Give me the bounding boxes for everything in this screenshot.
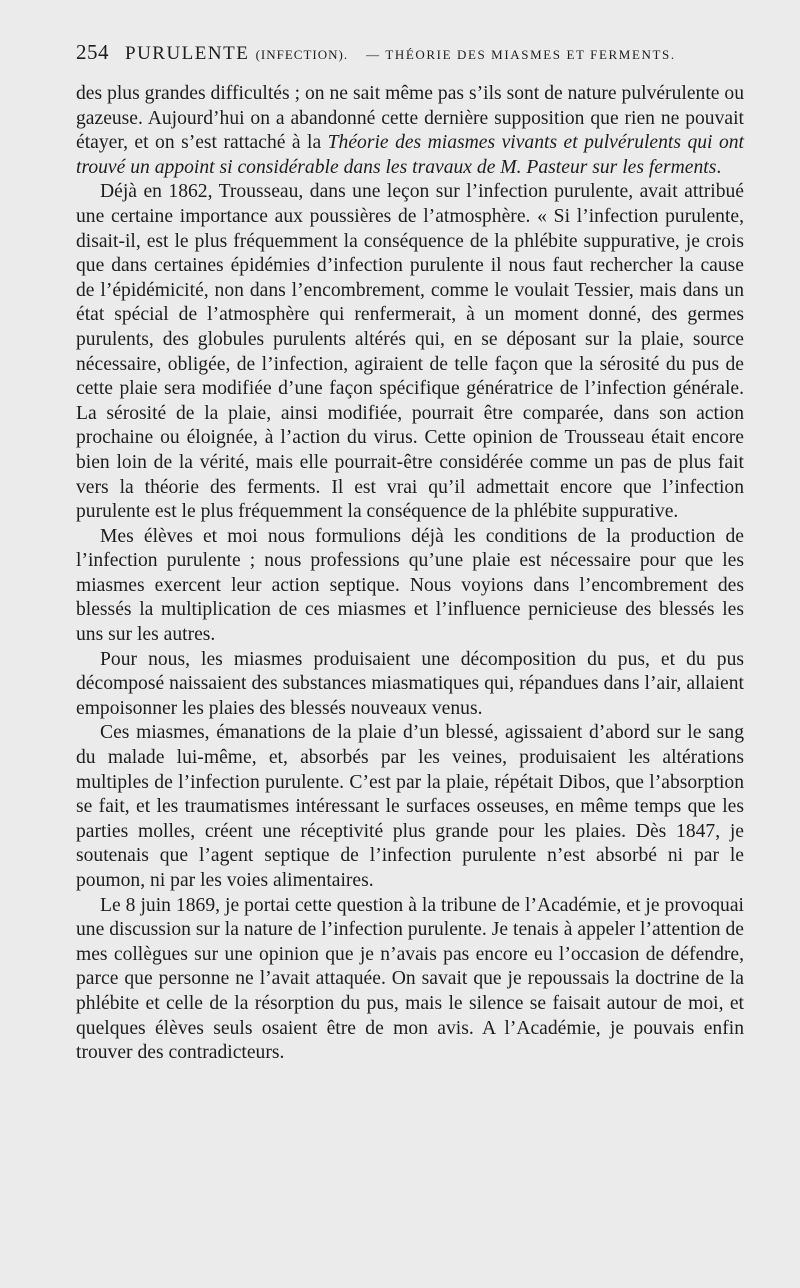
paragraph-1 — [76, 82, 744, 180]
paragraph-6: Le 8 juin 1869, je portai cette question à la tribune de l’Académie, et je provoquai une discussion sur la nature de l’infection purulente. Je tenais à appeler l’attention de mes collègues sur une opinion que je n’avais pas encore eu l’occasion de défendre, parce que personne ne l’avait attaquée. On savait que je repoussais la doctrine de la phlébite et celle de la résorption du pus, mais le silence se faisait autour de moi, et quelques élèves seuls osaient être de mon avis. A l’Académie, je pouvais enfin trouver des contradicteurs. — [76, 894, 744, 1064]
running-subtitle-text: THÉORIE DES MIASMES ET FERMENTS. — [385, 47, 676, 62]
running-subtitle — [366, 47, 676, 63]
running-title — [125, 43, 348, 65]
paragraph-5: Ces miasmes, émanations de la plaie d’un blessé, agissaient d’abord sur le sang du malade lui-même, et, absorbés par les veines, produisaient les altérations multiples de l’infection purulente. C’est par la plaie, répétait Dibos, que l’absorption se fait, et les traumatismes intéressant le surfaces osseuses, en même temps que les parties molles, créent une réceptivité plus grande pour les plaies. Dès 1847, je soutenais que l’agent septique de l’infection purulente n’est absorbé ni par le poumon, ni par les voies alimentaires. — [76, 722, 744, 891]
paragraph-1-text: des plus grandes difficultés ; on ne sait même pas s’ils sont de nature pulvérulente ou gazeuse. Aujourd’hui on a abandonné cette dernière supposition que rien ne pouvait étayer, et on s’est rattaché à la — [76, 83, 744, 154]
running-title-paren: (INFECTION). — [255, 47, 349, 62]
page-number: 254 — [76, 40, 109, 64]
paragraph-1-end: . — [716, 156, 722, 178]
paragraph-4: Pour nous, les miasmes produisaient une décomposition du pus, et du pus décomposé naissaient des substances miasmatiques qui, répandues dans l’air, allaient empoisonner les plaies des blessés nouveaux venus. — [76, 648, 744, 719]
running-dash: — — [366, 47, 381, 62]
running-title-main: PURULENTE — [125, 43, 250, 64]
body-text — [76, 82, 744, 1066]
running-head — [76, 40, 744, 76]
paragraph-3: Mes élèves et moi nous formulions déjà les conditions de la production de l’infection purulente ; nous professions qu’une plaie est nécessaire pour que les miasmes exercent leur action septique. Nous voyions dans l’encombrement des blessés la multiplication de ces miasmes et l’influence pernicieuse des blessés les uns sur les autres. — [76, 525, 744, 646]
paragraph-2: Déjà en 1862, Trousseau, dans une leçon sur l’infection purulente, avait attribué une certaine importance aux poussières de l’atmosphère. « Si l’infection purulente, disait-il, est le plus fréquemment la conséquence de la phlébite suppurative, je crois que dans certaines épidémies d’infection purulente il nous faut rechercher la cause de l’épidémicité, non dans l’encombrement, comme le voulait Tessier, mais dans un état spécial de l’atmosphère qui renfermerait, à un moment donné, des germes purulents, des globules purulents altérés qui, en se déposant sur la plaie, source nécessaire, obligée, de l’infection, agiraient de telle façon que la sérosité du pus de cette plaie sera modifiée d’une façon spécifique génératrice de l’infection générale. La sérosité de la plaie, ainsi modifiée, pourrait être comparée, dans son action prochaine ou éloignée, à l’action du virus. Cette opinion de Trousseau était encore bien loin de la vérité, mais elle pourrait-être considérée comme un pas de plus fait vers la théorie des ferments. Il est vrai qu’il admettait encore que l’infection purulente est le plus fréquemment la conséquence de la phlébite suppurative. — [76, 181, 744, 523]
paragraph-1-italic: Théorie des miasmes vivants et pulvérulents qui ont trouvé un appoint si considérable dans les travaux de M. Pasteur sur les ferments — [76, 132, 744, 178]
